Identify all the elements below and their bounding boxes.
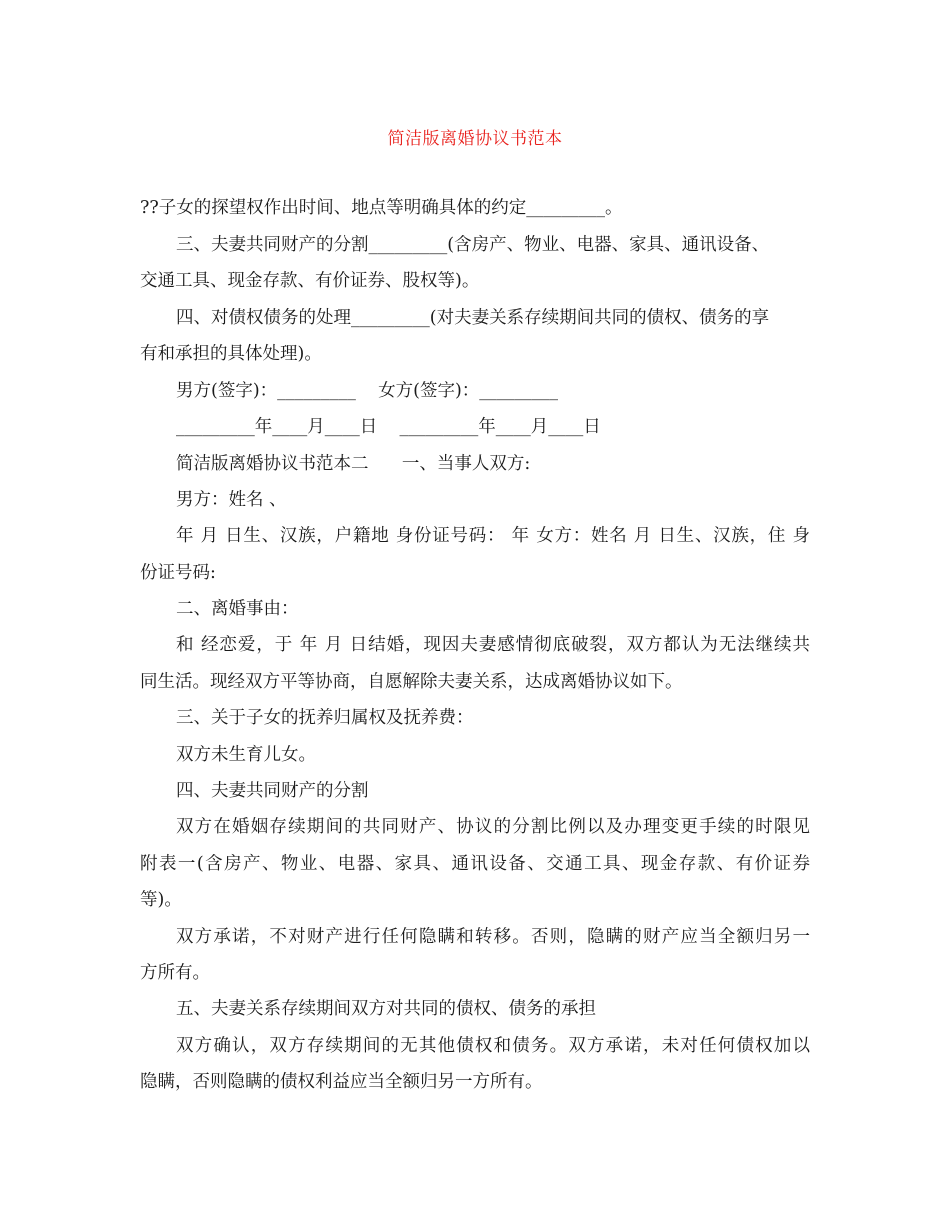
text-line: 同生活。现经双方平等协商，自愿解除夫妻关系，达成离婚协议如下。 xyxy=(140,672,683,692)
text-line: 三、夫妻共同财产的分割_________(含房产、物业、电器、家具、通讯设备、 xyxy=(176,235,770,255)
document-title: 简洁版离婚协议书范本 xyxy=(387,129,563,149)
text-line: 方所有。 xyxy=(140,963,210,983)
section-heading: 四、夫妻共同财产的分割 xyxy=(176,781,369,801)
text-line: 有和承担的具体处理)。 xyxy=(140,344,322,364)
text-line: 四、对债权债务的处理_________(对夫妻关系存续期间共同的债权、债务的享 xyxy=(176,308,770,328)
section-heading: 五、夫妻关系存续期间双方对共同的债权、债务的承担 xyxy=(176,999,596,1019)
text-line: 和 经恋爱，于 年 月 日结婚，现因夫妻感情彻底破裂，双方都认为无法继续共 xyxy=(176,635,810,655)
date-line: _________年____月____日 _________年____月____日 xyxy=(176,417,601,437)
text-line: 等)。 xyxy=(140,890,182,910)
text-line: 双方在婚姻存续期间的共同财产、协议的分割比例以及办理变更手续的时限见 xyxy=(176,817,810,837)
text-line: 隐瞒，否则隐瞒的债权利益应当全额归另一方所有。 xyxy=(140,1072,543,1092)
section-heading: 简洁版离婚协议书范本二 一、当事人双方: xyxy=(176,454,531,474)
text-line: 交通工具、现金存款、有价证券、股权等)。 xyxy=(140,271,480,291)
text-line: 男方：姓名 、 xyxy=(176,490,287,510)
text-line: 年 月 日生、汉族，户籍地 身份证号码： 年 女方：姓名 月 日生、汉族，住 身 xyxy=(176,526,810,546)
text-line: 双方承诺，不对财产进行任何隐瞒和转移。否则，隐瞒的财产应当全额归另一 xyxy=(176,927,810,947)
text-line: 份证号码: xyxy=(140,563,216,583)
text-line: 双方未生育儿女。 xyxy=(176,745,316,765)
text-line: ??子女的探望权作出时间、地点等明确具体的约定_________。 xyxy=(140,198,623,218)
section-heading: 二、离婚事由： xyxy=(176,599,299,619)
signature-line: 男方(签字)：_________ 女方(签字)：_________ xyxy=(176,381,559,401)
text-line: 双方确认，双方存续期间的无其他债权和债务。双方承诺，未对任何债权加以 xyxy=(176,1036,810,1056)
section-heading: 三、关于子女的抚养归属权及抚养费： xyxy=(176,708,474,728)
text-line: 附表一(含房产、物业、电器、家具、通讯设备、交通工具、现金存款、有价证券 xyxy=(140,854,810,874)
